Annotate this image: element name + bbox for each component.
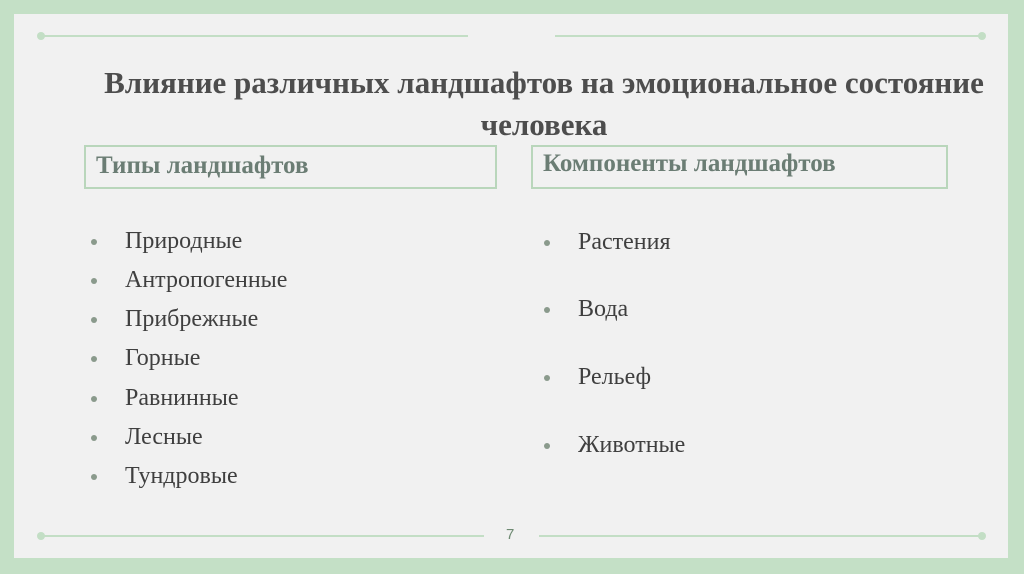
left-column-header xyxy=(84,145,497,189)
bullet-icon xyxy=(544,240,550,246)
bullet-icon xyxy=(91,278,97,284)
list-item-label: Антропогенные xyxy=(125,267,288,293)
slide-title: Влияние различных ландшафтов на эмоциональное состояние человека xyxy=(104,65,984,142)
bottom-right-dot xyxy=(978,532,986,540)
list-item-label: Лесные xyxy=(125,424,203,450)
bullet-icon xyxy=(91,435,97,441)
bullet-icon xyxy=(544,375,550,381)
top-right-rule xyxy=(555,35,980,37)
slide xyxy=(14,14,1008,558)
bullet-icon xyxy=(91,356,97,362)
right-column-header xyxy=(531,145,948,189)
top-left-rule xyxy=(44,35,468,37)
list-item-label: Равнинные xyxy=(125,385,239,411)
bullet-icon xyxy=(91,396,97,402)
list-item-label: Горные xyxy=(125,345,201,371)
bottom-left-rule xyxy=(44,535,484,537)
bullet-icon xyxy=(544,443,550,449)
list-item-label: Вода xyxy=(578,296,629,322)
list-item-label: Растения xyxy=(578,229,671,255)
right-column-header-label: Компоненты ландшафтов xyxy=(543,150,836,177)
top-right-dot xyxy=(978,32,986,40)
bullet-icon xyxy=(91,239,97,245)
list-item-label: Животные xyxy=(578,432,686,458)
list-item-label: Рельеф xyxy=(578,364,652,390)
bullet-icon xyxy=(91,317,97,323)
bullet-icon xyxy=(91,474,97,480)
bottom-right-rule xyxy=(539,535,980,537)
bullet-icon xyxy=(544,307,550,313)
list-item-label: Тундровые xyxy=(125,463,238,489)
list-item-label: Природные xyxy=(125,228,243,254)
left-column-header-label: Типы ландшафтов xyxy=(96,152,309,179)
list-item-label: Прибрежные xyxy=(125,306,259,332)
page-number: 7 xyxy=(506,526,515,543)
